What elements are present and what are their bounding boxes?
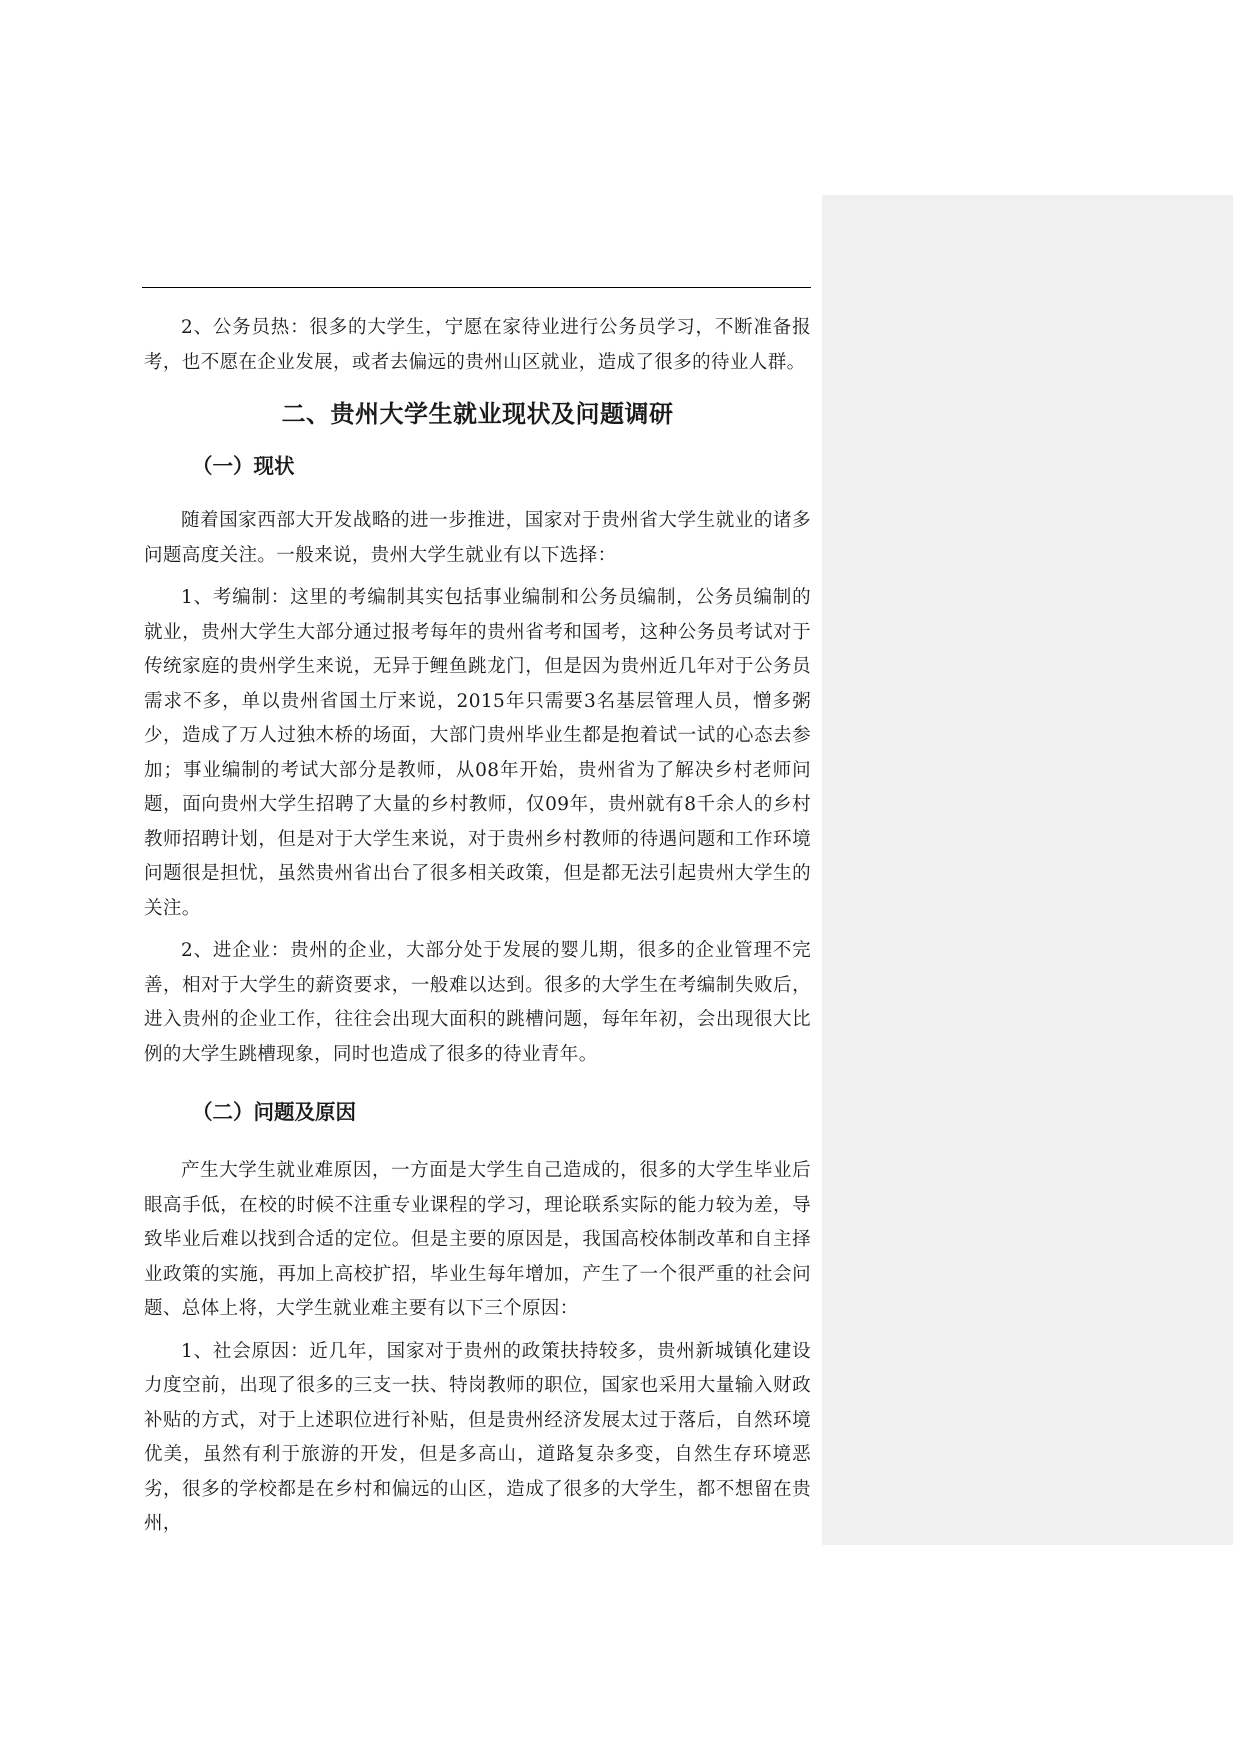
section-title-status: （一）现状 xyxy=(192,454,295,478)
paragraph-enterprise: 2、进企业：贵州的企业，大部分处于发展的婴儿期，很多的企业管理不完善，相对于大学生的薪资要求，一般难以达到。很多的大学生在考编制失败后，进入贵州的企业工作，往往会出现大面积的跳槽问题，每年年初，会出现很大比例的大学生跳槽现象，同时也造成了很多的待业青年。 xyxy=(144,940,811,1065)
paragraph-causes: 产生大学生就业难原因，一方面是大学生自己造成的，很多的大学生毕业后眼高手低，在校的时候不注重专业课程的学习，理论联系实际的能力较为差，导致毕业后难以找到合适的定位。但是主要的原因是，我国高校体制改革和自主择业政策的实施，再加上高校扩招，毕业生每年增加，产生了一个很严重的社会问题、总体上将，大学生就业难主要有以下三个原因： xyxy=(144,1160,811,1319)
paragraph-social-reasons: 1、社会原因：近几年，国家对于贵州的政策扶持较多，贵州新城镇化建设力度空前，出现了很多的三支一扶、特岗教师的职位，国家也采用大量输入财政补贴的方式，对于上述职位进行补贴，但是贵州经济发展太过于落后，自然环境优美，虽然有利于旅游的开发，但是多高山，道路复杂多变，自然生存环境恶劣，很多的学校都是在乡村和偏远的山区，造成了很多的大学生，都不想留在贵州， xyxy=(144,1340,811,1534)
paragraph-exam-posts: 1、考编制：这里的考编制其实包括事业编制和公务员编制，公务员编制的就业，贵州大学生大部分通过报考每年的贵州省考和国考，这种公务员考试对于传统家庭的贵州学生来说，无异于鲤鱼跳龙门，但是因为贵州近几年对于公务员需求不多，单以贵州省国土厅来说，2015年只需要3名基层管理人员，憎多粥少，造成了万人过独木桥的场面，大部门贵州毕业生都是抱着试一试的心态去参加；事业编制的考试大部分是教师，从08年开始，贵州省为了解决乡村老师问题，面向贵州大学生招聘了大量的乡村教师，仅09年，贵州就有8千余人的乡村教师招聘计划，但是对于大学生来说，对于贵州乡村教师的待遇问题和工作环境问题很是担忧，虽然贵州省出台了很多相关政策，但是都无法引起贵州大学生的关注。 xyxy=(144,587,811,919)
section-title-problems: （二）问题及原因 xyxy=(192,1100,356,1124)
paragraph-intro: 随着国家西部大开发战略的进一步推进，国家对于贵州省大学生就业的诸多问题高度关注。一般来说，贵州大学生就业有以下选择： xyxy=(144,510,811,566)
comment-margin-panel xyxy=(822,195,1233,1545)
document-body xyxy=(144,311,811,1542)
header-rule xyxy=(142,287,811,288)
paragraph-civil-servant-fever: 2、公务员热：很多的大学生，宁愿在家待业进行公务员学习，不断准备报考，也不愿在企业发展，或者去偏远的贵州山区就业，造成了很多的待业人群。 xyxy=(144,317,811,373)
chapter-title: 二、贵州大学生就业现状及问题调研 xyxy=(281,400,674,428)
